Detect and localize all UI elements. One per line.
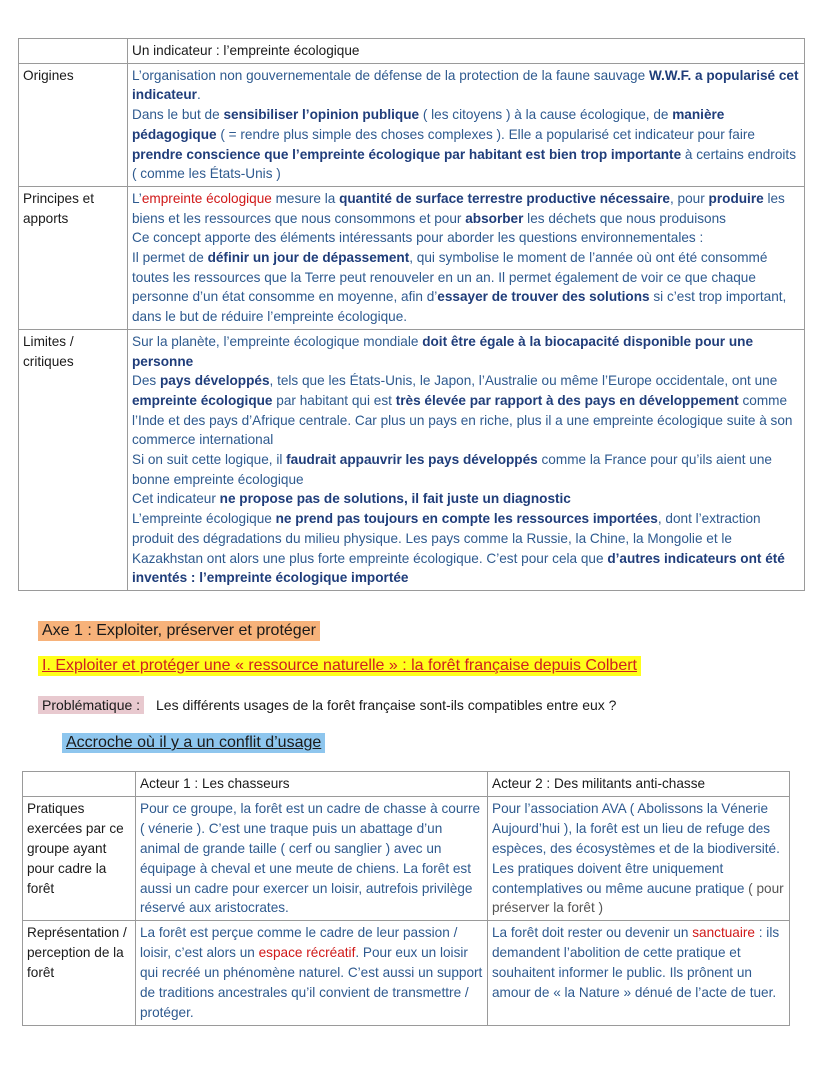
row-label-limites: Limites / critiques [19, 329, 128, 590]
bold-text: ne propose pas de solutions, il fait juste un diagnostic [219, 491, 571, 507]
column-header-actor1: Acteur 1 : Les chasseurs [136, 772, 488, 797]
text: mesure la [271, 190, 340, 206]
corner-cell [19, 39, 128, 64]
row-label-representation: Représentation / perception de la forêt [23, 921, 136, 1026]
bold-text: prendre conscience que l’empreinte écologique par habitant est bien trop importante [132, 146, 682, 162]
text: L’ [132, 190, 142, 206]
bold-text: W.W.F. a popularisé cet indicateur [132, 67, 799, 103]
text: L’empreinte écologique [132, 511, 276, 527]
origines-cell [128, 63, 805, 186]
accroche-heading: Accroche où il y a un conflit d’usage [62, 733, 325, 753]
text: Ce concept apporte des éléments intéressants pour aborder les questions environnementales : [132, 230, 704, 246]
bold-text: empreinte écologique [132, 392, 273, 408]
bold-text: ne prend pas toujours en compte les ressources importées [275, 511, 658, 527]
part-heading: I. Exploiter et protéger une « ressource naturelle » : la forêt française depuis Colbert [38, 656, 641, 676]
text: comme l’Inde et des pays d’Afrique centrale. Car plus un pays en riche, plus il a une empreinte écologique suite à son commerce international [132, 392, 793, 448]
text: les déchets que nous produisons [523, 210, 726, 226]
red-text: sanctuaire [692, 925, 755, 941]
text: ( = rendre plus simple des choses complexes ). Elle a popularisé cet indicateur pour faire [216, 126, 755, 142]
text: La forêt est perçue comme le cadre de leur passion / loisir, c’est alors un [140, 925, 458, 961]
bold-text: essayer de trouver des solutions [437, 289, 650, 305]
bold-text: absorber [465, 210, 524, 226]
text: , pour [670, 190, 709, 206]
bold-text: faudrait appauvrir les pays développés [286, 452, 538, 468]
limites-cell [128, 329, 805, 590]
text: Cet indicateur [132, 491, 220, 507]
axe-heading: Axe 1 : Exploiter, préserver et protéger [38, 621, 320, 641]
text: ( les citoyens ) à la cause écologique, de [419, 107, 673, 123]
bold-text: produire [708, 190, 764, 206]
text: , tels que les États-Unis, le Japon, l’Australie ou même l’Europe occidentale, ont une [269, 373, 778, 389]
bold-text: doit être égale à la biocapacité disponible pour une personne [132, 333, 754, 369]
bold-text: d’autres indicateurs ont été inventés : l’empreinte écologique importée [132, 550, 785, 586]
bold-text: pays développés [159, 373, 270, 389]
bold-text: définir un jour de dépassement [207, 250, 410, 266]
actor2-representation-cell [488, 921, 790, 1026]
column-header-actor2: Acteur 2 : Des militants anti-chasse [488, 772, 790, 797]
actor2-pratiques-cell [488, 796, 790, 920]
text: Des [132, 373, 160, 389]
problematique-label: Problématique : [38, 696, 144, 714]
text: Si on suit cette logique, il [132, 452, 287, 468]
red-text: empreinte écologique [141, 190, 272, 206]
text: comme la France pour qu’ils aient une bonne empreinte écologique [132, 452, 772, 487]
bold-text: très élevée par rapport à des pays en développement [395, 392, 739, 408]
row-label-origines: Origines [19, 63, 128, 186]
text: . Pour eux un loisir qui recréé un phénomène naturel. C’est aussi un support de traditions ancestrales qu’il convient de transmettre / protéger. [140, 945, 483, 1020]
text: La forêt doit rester ou devenir un [492, 925, 693, 941]
text: si c’est trop important, dans le but de réduire l’empreinte écologique. [132, 289, 787, 325]
bold-text: sensibiliser l’opinion publique [223, 107, 420, 123]
actor1-representation-cell [136, 921, 488, 1026]
bold-text: manière pédagogique [132, 107, 725, 142]
text: Sur la planète, l’empreinte écologique mondiale [132, 333, 423, 349]
bold-text: quantité de surface terrestre productive nécessaire [339, 190, 670, 206]
corner-cell [23, 772, 136, 797]
red-text: espace récréatif [258, 945, 356, 961]
text: Pour l’association AVA ( Abolissons la Vénerie Aujourd’hui ), la forêt est un lieu de refuge des espèces, des écosystèmes et de la biodiversité. Les pratiques doivent être uniquement contemplatives ou même aucune pratique [492, 800, 780, 896]
row-label-pratiques: Pratiques exercées par ce groupe ayant pour cadre la forêt [23, 796, 136, 920]
problematique-text: Les différents usages de la forêt française sont-ils compatibles entre eux ? [156, 697, 617, 713]
text: à certains endroits ( comme les États-Unis ) [132, 146, 796, 182]
usage-conflict-table [22, 771, 790, 1026]
text: Dans le but de [132, 107, 224, 123]
text: Il permet de [132, 250, 208, 266]
actor1-pratiques-cell: Pour ce groupe, la forêt est un cadre de chasse à courre ( vénerie ). C’est une traque puis un abattage d’un animal de grande taille ( cerf ou sanglier ) avec un équipage à cheval et une meute de chiens. La forêt est aussi un cadre pour exercer un loisir, autrefois privilège réservé aux aristocrates. [136, 796, 488, 920]
text: , qui symbolise le moment de l’année où ont été consommé toutes les ressources que la Terre peut renouveler en un an. Il permet également de voir ce que chaque personne d’un état consomme en moyenne, afin d’ [132, 250, 768, 305]
grey-text: ( pour préserver la forêt ) [492, 880, 784, 916]
text: par habitant qui est [272, 392, 396, 408]
text: L’organisation non gouvernementale de défense de la protection de la faune sauvage [132, 67, 649, 83]
principes-cell [128, 186, 805, 329]
text: les biens et les ressources que nous consommons et pour [132, 190, 785, 226]
table-header: Un indicateur : l’empreinte écologique [128, 39, 805, 64]
text: , dont l’extraction produit des dégradations du milieu physique. Les pays comme la Russie, la Chine, la Mongolie et le Kazakhstan ont alors une plus forte empreinte écologique. C’est pour cela que [132, 511, 761, 566]
ecological-footprint-table [18, 38, 805, 591]
text: : ils demandent l’abolition de cette pratique et souhaitent informer le public. Ils prônent un amour de « la Nature » dénué de l’acte de tuer. [492, 925, 780, 1001]
row-label-principes: Principes et apports [19, 186, 128, 329]
text: . [196, 87, 201, 103]
